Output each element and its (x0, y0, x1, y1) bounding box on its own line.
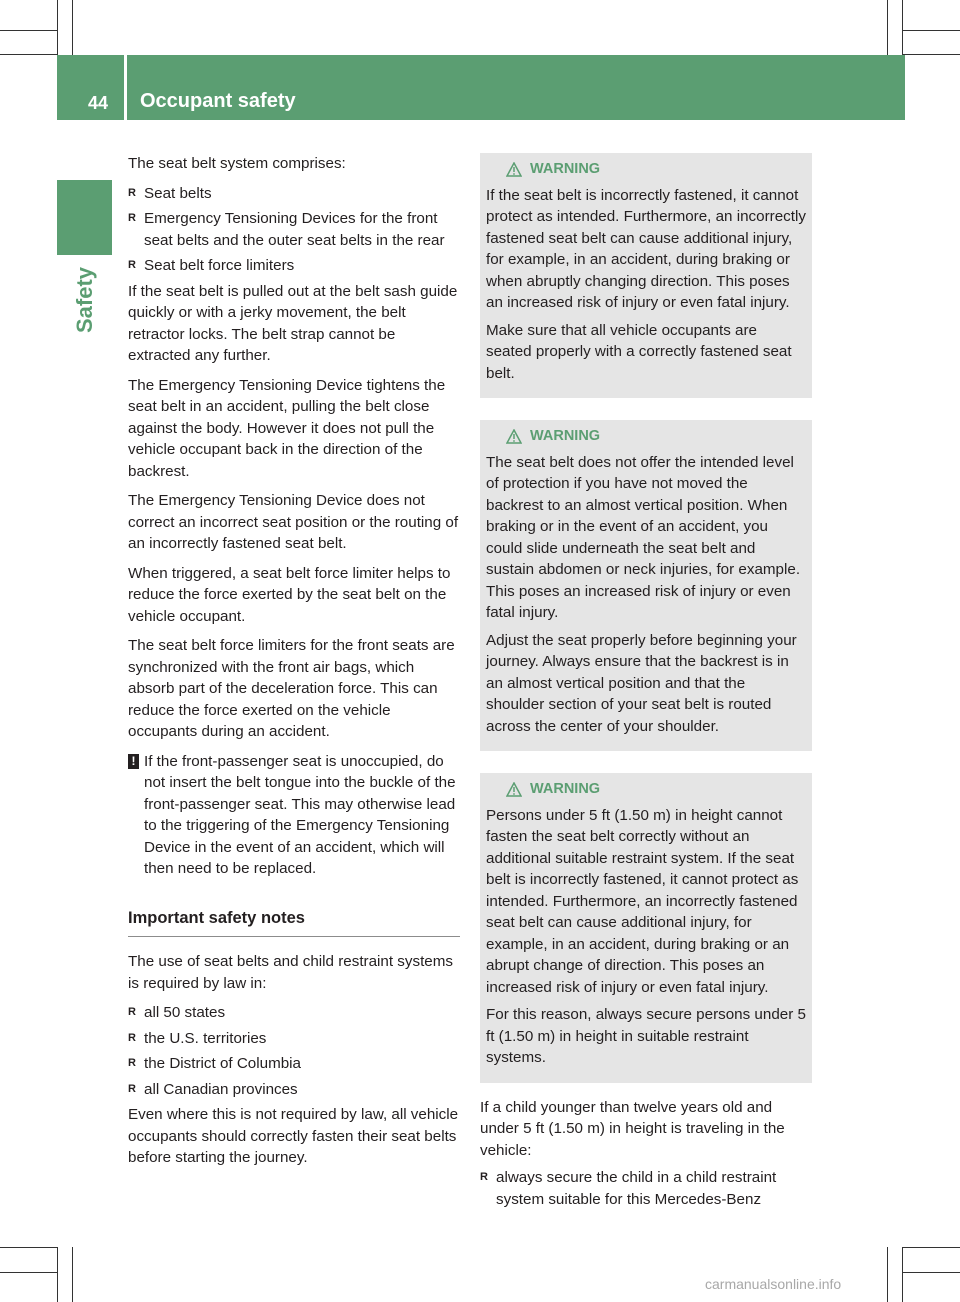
warning-header (486, 779, 806, 801)
crop-mark (0, 30, 57, 31)
warning-box (480, 773, 812, 1083)
law-intro: The use of seat belts and child restraint systems is required by law in: (128, 953, 453, 992)
warning-text: The seat belt does not offer the intended level of protection if you have not moved the backrest to an almost vertical position. When braking or in the event of an accident, you could slide underneath the seat belt and sustain abdomen or neck injuries, for example. This poses an increased risk of injury or even fatal injury. (486, 453, 801, 621)
warning-label: WARNING (530, 428, 601, 444)
page-number: 44 (88, 93, 109, 113)
list-item: R Emergency Tensioning Devices for the front seat belts and the outer seat belts in the rear (128, 208, 460, 251)
closing-text: Even where this is not required by law, all vehicle occupants should correctly fasten their seat belts before starting the journey. (128, 1106, 459, 1166)
note-text: If the front-passenger seat is unoccupied, do not insert the belt tongue into the buckle of the front-passenger seat. This may otherwise lead to the triggering of the Emergency Tensioning Device in the event of an accident, which will then need to be replaced. (144, 752, 456, 877)
crop-mark (0, 1272, 57, 1273)
warning-text: Make sure that all vehicle occupants are seated properly with a correctly fastened seat belt. (486, 321, 792, 382)
paragraph: The Emergency Tensioning Device tightens the seat belt in an accident, pulling the belt close against the body. However it does not pull the vehicle occupant back in the direction of the backrest. (128, 376, 446, 480)
warning-label: WARNING (530, 781, 601, 797)
law-list (128, 1002, 460, 1100)
right-column (480, 153, 812, 1214)
crop-mark (72, 1247, 73, 1302)
list-item: R Seat belts (128, 183, 460, 205)
crop-mark (887, 0, 888, 55)
section-heading: Important safety notes (128, 908, 460, 938)
child-list (480, 1167, 812, 1210)
list-item: R always secure the child in a child restraint system suitable for this Mercedes-Benz (480, 1167, 812, 1210)
paragraph: When triggered, a seat belt force limiter helps to reduce the force exerted by the seat belt on the vehicle occupant. (128, 564, 451, 625)
crop-mark (0, 1247, 57, 1248)
list-item: R all 50 states (128, 1002, 460, 1024)
warning-triangle-icon (506, 429, 522, 444)
note-block (128, 751, 460, 880)
crop-mark (902, 0, 903, 55)
warning-text: Persons under 5 ft (1.50 m) in height cannot fasten the seat belt correctly without an additional suitable restraint system. If the seat belt is incorrectly fastened, it cannot protect as intended. Furthermore, an incorrectly fastened seat belt can cause additional injury, for example, in an accident, during braking or an abrupt change of direction. This poses an increased risk of injury or even fatal injury. (486, 806, 799, 996)
watermark: carmanualsonline.info (705, 1276, 842, 1292)
list-item: R the U.S. territories (128, 1028, 460, 1050)
warning-box (480, 153, 812, 398)
left-column (128, 153, 460, 1177)
list-item: R the District of Columbia (128, 1053, 460, 1075)
warning-triangle-icon (506, 162, 522, 177)
side-tab-label: Safety (72, 266, 97, 334)
crop-mark (72, 0, 73, 55)
warning-header (486, 159, 806, 181)
exclamation-icon: ! (128, 754, 139, 769)
crop-mark (902, 1247, 903, 1302)
crop-mark (903, 30, 960, 31)
section-title: Occupant safety (140, 90, 296, 112)
crop-mark (0, 54, 57, 55)
warning-text: For this reason, always secure persons under 5 ft (1.50 m) in height in suitable restraint systems. (486, 1006, 806, 1066)
header-divider (124, 55, 127, 120)
paragraph: The seat belt force limiters for the front seats are synchronized with the front air bags, which absorb part of the deceleration force. This can reduce the force exerted on the vehicle occupants during an accident. (128, 637, 455, 740)
crop-mark (903, 1272, 960, 1273)
list-item: R all Canadian provinces (128, 1079, 460, 1101)
crop-mark (887, 1247, 888, 1302)
child-section (480, 1097, 812, 1211)
paragraph: The Emergency Tensioning Device does not correct an incorrect seat position or the routing of an incorrectly fastened seat belt. (128, 492, 459, 552)
intro-text: The seat belt system comprises: (128, 155, 346, 172)
crop-mark (903, 1247, 960, 1248)
paragraph: If the seat belt is pulled out at the belt sash guide quickly or with a jerky movement, the belt retractor locks. The belt strap cannot be extracted any further. (128, 282, 458, 364)
warning-text: Adjust the seat properly before beginning your journey. Always ensure that the backrest is in an almost vertical position and that the shoulder section of your seat belt is routed across the center of your shoulder. (486, 631, 797, 735)
list-item: R Seat belt force limiters (128, 255, 460, 277)
system-list (128, 183, 460, 277)
crop-mark (903, 54, 960, 55)
crop-mark (57, 0, 58, 55)
warning-label: WARNING (530, 161, 601, 177)
warning-header (486, 426, 806, 448)
child-intro: If a child younger than twelve years old and under 5 ft (1.50 m) in height is traveling in the vehicle: (480, 1098, 785, 1159)
crop-mark (57, 1247, 58, 1302)
side-tab-marker (57, 180, 112, 255)
warning-triangle-icon (506, 782, 522, 797)
warning-box (480, 420, 812, 751)
warning-text: If the seat belt is incorrectly fastened, it cannot protect as intended. Furthermore, an incorrectly fastened seat belt can cause additional injury, for example, in an accident, during braking or when abruptly changing direction. This poses an increased risk of injury or even fatal injury. (486, 186, 806, 311)
